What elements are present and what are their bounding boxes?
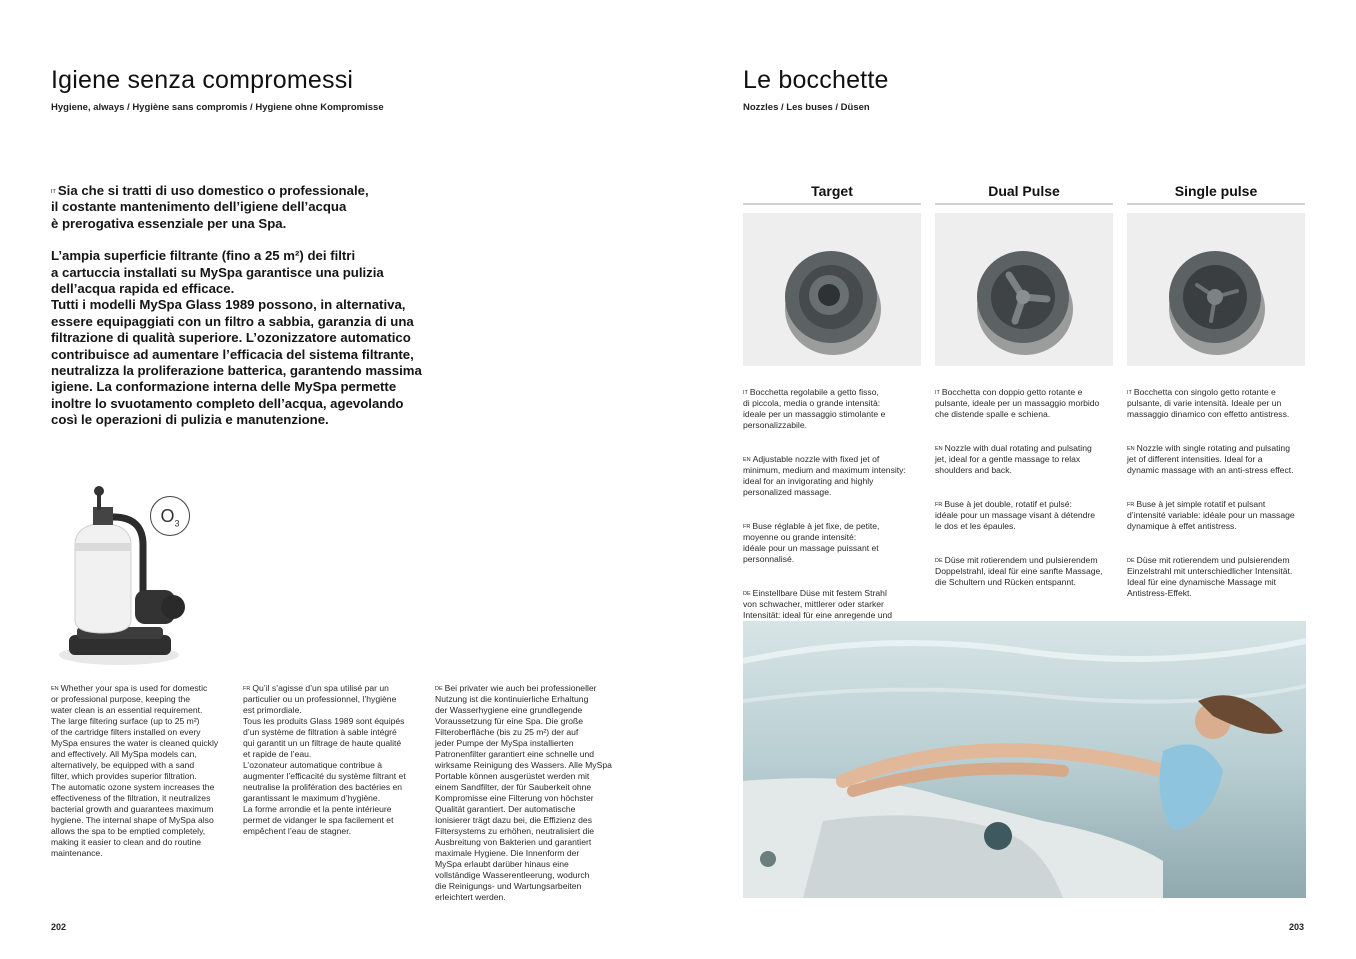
text-column-fr [243,683,428,837]
desc-text: Buse à jet double, rotatif et pulsé: idéale pour un massage visant à détendre le dos et les épaules. [935,499,1096,531]
desc-en [1127,443,1317,476]
nozzle-desc-dual-pulse [935,376,1123,611]
nozzle-column-dual-pulse [935,183,1113,366]
lang-tag: EN [935,446,943,452]
lang-tag: IT [51,189,56,195]
text-de: Bei privater wie auch bei professioneller Nutzung ist die kontinuierliche Erhaltung der Wasserhygiene eine grundlegende Voraussetzung für eine Spa. Die große Filteroberfläche (bis zu 25 m²) der auf jeder Pumpe der MySpa installierten Patronenfilter garantiert eine schnelle und wirksame Reinigung des Wassers. Alle MySpa Portable können ausgerüstet werden mit einem Sandfilter, der für Sauberkeit ohne Kompromisse eine Filterung von höchster Qualität garantiert. Der automatische Ionisierer trägt dazu bei, die Effizienz des Filtersystems zu erhöhen, neutralisiert die Ausbreitung von Bakterien und garantiert maximale Hygiene. Die Innenform der MySpa erlaubt darüber hinaus eine vollständige Wasserentleerung, wodurch die Reinigungs- und Wartungsarbeiten erleichtert werden. [435,683,612,902]
divider [1127,203,1305,205]
lang-tag: DE [935,558,943,564]
text-column-de [435,683,625,903]
desc-text: Düse mit rotierendem und pulsierendem Einzelstrahl mit unterschiedlicher Intensität. Ideal für eine dynamische Massage mit Antistress-Effekt. [1127,555,1293,598]
nozzle-column-single-pulse [1127,183,1305,366]
text-fr: Qu’il s’agisse d’un spa utilisé par un particulier ou un professionnel, l’hygiène est primordiale. Tous les produits Glass 1989 sont équipés d’un système de filtration à sable intégré qui garantit un un filtrage de haute qualité et rapide de l’eau. L’ozonateur automatique contribue à augmenter l’efficacité du système filtrant et neutralise la prolifération des bactéries en garantissant le maximum d’hygiène. La forme arrondie et la pente intérieure permet de vidanger le spa facilement et empêchent l’eau de stagner. [243,683,406,836]
lang-tag: DE [435,686,443,692]
desc-text: Bocchetta con singolo getto rotante e pulsante, di varie intensità. Ideale per un massaggio dinamico con effetto antistress. [1127,387,1290,419]
lang-tag: IT [935,390,940,396]
page-subtitle-left: Hygiene, always / Hygiène sans compromis / Hygiene ohne Kompromisse [51,102,384,113]
page-number-left: 202 [51,922,67,932]
ozone-symbol: O [160,506,175,526]
desc-en [743,454,928,498]
lead-paragraph-2: L’ampia superficie filtrante (fino a 25 m²) dei filtri a cartuccia installati su MySpa garantisce una pulizia dell’acqua rapida ed efficace. Tutti i modelli MySpa Glass 1989 possono, in alternativa, essere equipaggiati con un filtro a sabbia, garanzia di una filtrazione di qualità superiore. L’ozonizzatore automatico contribuisce ad aumentare l’efficacia del sistema filtrante, neutralizza la proliferazione batterica, garantendo massima igiene. La conformazione interna delle MySpa permette inoltre lo svuotamento completo dell’acqua, agevolando così le operazioni di pulizia e manutenzione. [51,248,422,428]
lead-paragraph-1 [51,183,431,232]
divider [935,203,1113,205]
lang-tag: IT [1127,390,1132,396]
page-title-right: Le bocchette [743,66,889,94]
nozzle-photo-target [743,213,921,366]
page-title-left: Igiene senza compromessi [51,66,354,94]
desc-text: Bocchetta con doppio getto rotante e pulsante, ideale per un massaggio morbido che distende spalle e schiena. [935,387,1100,419]
page-subtitle-right: Nozzles / Les buses / Düsen [743,102,870,113]
lang-tag: EN [51,686,59,692]
desc-text: Nozzle with dual rotating and pulsating jet, ideal for a gentle massage to relax shoulders and back. [935,443,1092,475]
nozzle-single-pulse-icon [1127,213,1305,366]
lang-tag: FR [1127,502,1135,508]
nozzle-photo-dual-pulse [935,213,1113,366]
desc-it [743,387,928,431]
desc-text: Bocchetta regolabile a getto fisso, di piccola, media o grande intensità: ideale per un massaggio stimolante e personalizzabile. [743,387,886,430]
lang-tag: IT [743,390,748,396]
desc-fr [743,521,928,565]
desc-it [935,387,1123,420]
desc-de [935,555,1123,588]
lead-text [51,183,431,445]
ozone-icon [150,496,190,536]
divider [743,203,921,205]
desc-en [935,443,1123,476]
lang-tag: EN [1127,446,1135,452]
lang-tag: DE [743,591,751,597]
desc-it [1127,387,1317,420]
lead-paragraph-1-text: Sia che si tratti di uso domestico o professionale, il costante mantenimento dell’igiene dell’acqua è prerogativa essenziale per una Spa. [51,183,369,231]
nozzle-column-target [743,183,921,366]
lang-tag: EN [743,457,751,463]
nozzle-name: Dual Pulse [988,183,1060,199]
nozzle-desc-target [743,376,928,655]
desc-fr [935,499,1123,532]
text-en: Whether your spa is used for domestic or professional purpose, keeping the water clean is an essential requirement. The large filtering surface (up to 25 m²) of the cartridge filters installed on every MySpa ensures the water is cleaned quickly and effectively. All MySpa models can, alternatively, be equipped with a sand filter, which provides superior filtration. The automatic ozone system increases the effectiveness of the filtration, it neutralizes bacterial growth and guarantees maximum hygiene. The internal shape of MySpa also allows the spa to be emptied completely, making it easier to clean and do routine maintenance. [51,683,219,858]
underwater-spa-photo [743,621,1306,898]
nozzle-target-icon [743,213,921,366]
lang-tag: DE [1127,558,1135,564]
desc-fr [1127,499,1317,532]
nozzle-desc-single-pulse [1127,376,1317,622]
desc-text: Adjustable nozzle with fixed jet of minimum, medium and maximum intensity: ideal for an invigorating and highly personalized massage. [743,454,906,497]
lang-tag: FR [243,686,251,692]
page-number-right: 203 [1289,922,1305,932]
ozone-subscript: 3 [174,518,180,529]
desc-text: Buse à jet simple rotatif et pulsant d’intensité variable: idéale pour un massage dynamique à effet antistress. [1127,499,1295,531]
nozzle-photo-single-pulse [1127,213,1305,366]
desc-text: Düse mit rotierendem und pulsierendem Doppelstrahl, ideal für eine sanfte Massage, die Schultern und Rücken entspannt. [935,555,1103,587]
lang-tag: FR [743,524,751,530]
text-column-en [51,683,236,859]
desc-text: Nozzle with single rotating and pulsating jet of different intensities. Ideal for a dynamic massage with an anti-stress effect. [1127,443,1294,475]
desc-de [1127,555,1317,599]
nozzle-name: Single pulse [1174,183,1258,199]
nozzle-name: Target [811,183,853,199]
desc-text: Buse réglable à jet fixe, de petite, moyenne ou grande intensité: idéale pour un massage puissant et personnalisé. [743,521,880,564]
desc-text: Einstellbare Düse mit festem Strahl von schwacher, mittlerer oder starker Intensität: ideal für eine anregende und [743,588,893,620]
nozzle-dual-pulse-icon [935,213,1113,366]
lang-tag: FR [935,502,943,508]
